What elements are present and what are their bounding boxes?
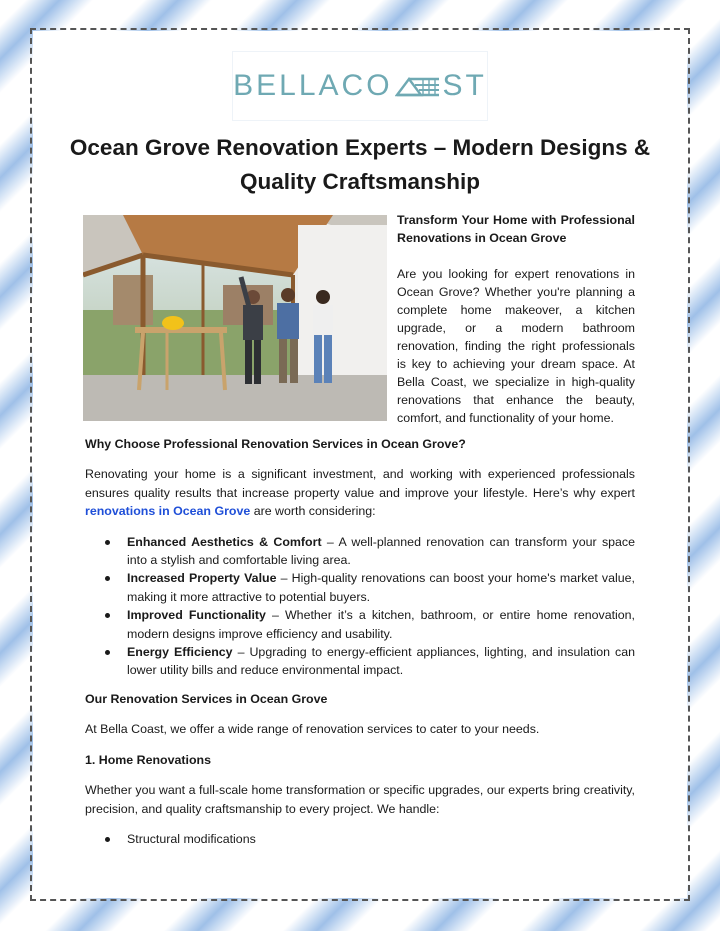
list-item: Structural modifications <box>85 830 635 848</box>
intro-column <box>397 211 635 427</box>
list-item: Improved Functionality – Whether it’s a kitchen, bathroom, or entire home renovation, modern designs improve efficiency and usability. <box>85 606 635 643</box>
intro-lead: Transform Your Home with Professional Renovations in Ocean Grove <box>397 213 635 245</box>
logo-text-left: BELLACO <box>233 69 393 102</box>
why-heading: Why Choose Professional Renovation Services in Ocean Grove? <box>85 437 466 451</box>
list-item: Energy Efficiency – Upgrading to energy-efficient appliances, lighting, and insulation can lower utility bills and reduce environmental impact. <box>85 643 635 680</box>
renovations-link[interactable]: renovations in Ocean Grove <box>85 504 251 519</box>
services-heading: Our Renovation Services in Ocean Grove <box>85 691 328 706</box>
renovation-photo <box>83 215 387 421</box>
article-body <box>85 435 635 858</box>
roof-logo-icon <box>395 73 441 99</box>
services-list <box>85 830 635 848</box>
list-item: Enhanced Aesthetics & Comfort – A well-planned renovation can transform your space into a stylish and comfortable living area. <box>85 533 635 570</box>
services-intro: At Bella Coast, we offer a wide range of renovation services to cater to your needs. <box>85 722 540 737</box>
bella-coast-logo <box>233 52 487 120</box>
benefits-list <box>85 533 635 680</box>
home-renovations-heading: 1. Home Renovations <box>85 752 211 767</box>
intro-paragraph: Are you looking for expert renovations in Ocean Grove? Whether you're planning a complete home makeover, a kitchen upgrade, or a modern bathroom renovation, finding the right professionals is key to achieving your dream space. At Bella Coast, we specialize in high-quality renovations that enhance the beauty, comfort, and functionality of your home. <box>397 267 635 425</box>
why-paragraph: Renovating your home is a significant investment, and working with experienced professionals ensures quality results that increase property value and improve your lifestyle. Here’s why expert renovations in Ocean Grove are worth considering: <box>85 467 635 519</box>
photo-illustration <box>83 215 387 421</box>
home-renovations-paragraph: Whether you want a full-scale home transformation or specific upgrades, our experts bring creativity, precision, and quality craftsmanship to every project. We handle: <box>85 783 635 816</box>
page-title: Ocean Grove Renovation Experts – Modern Designs & Quality Craftsmanship <box>69 135 651 194</box>
document-page <box>33 31 687 898</box>
logo-text-right: ST <box>442 69 487 102</box>
list-item: Increased Property Value – High-quality renovations can boost your home's market value, making it more attractive to potential buyers. <box>85 569 635 606</box>
